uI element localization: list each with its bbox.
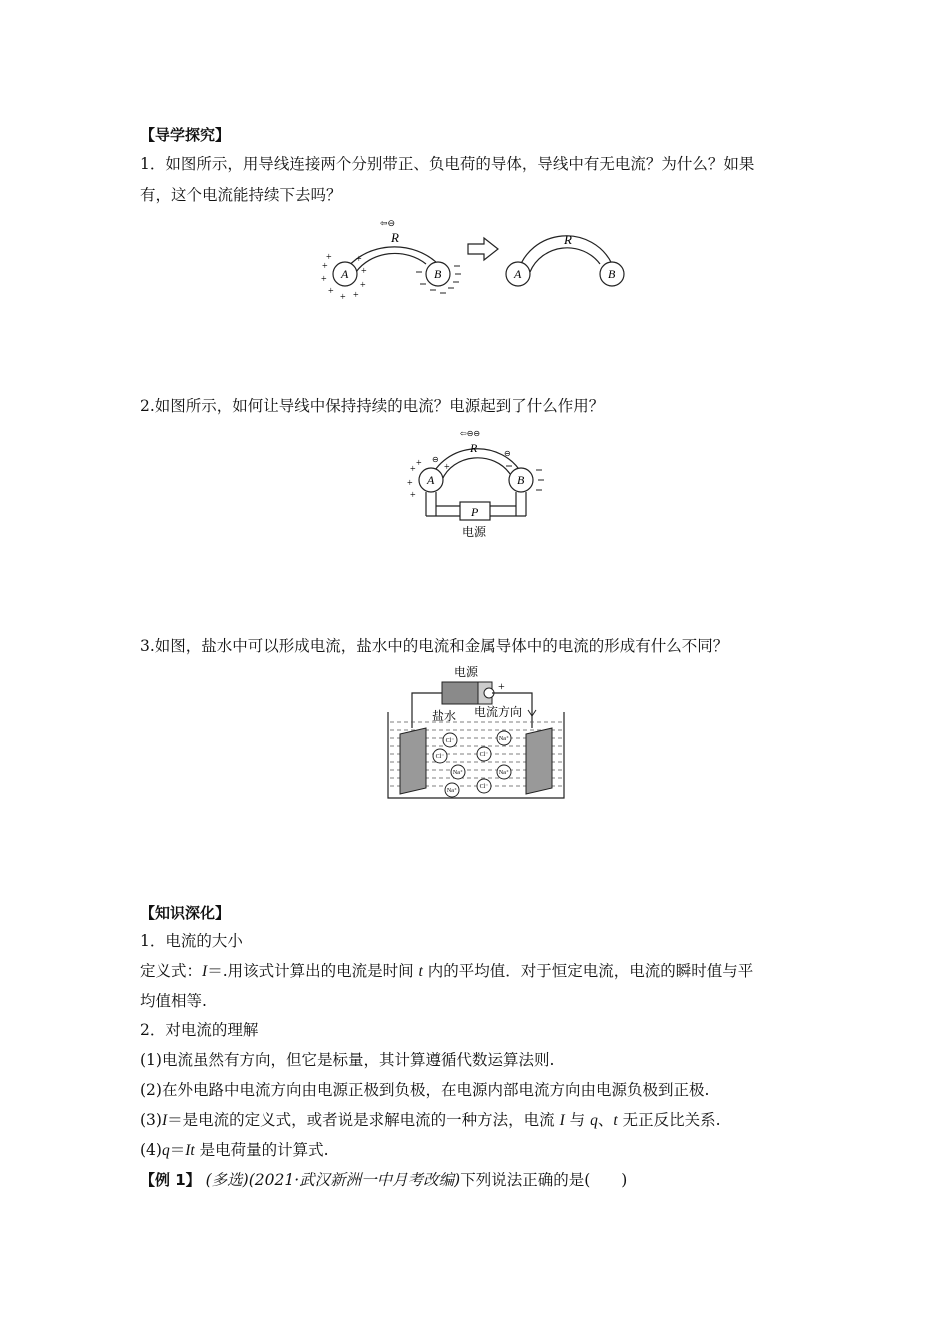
figure-1-left-R: R bbox=[391, 230, 399, 245]
figure-2-P: P bbox=[471, 505, 479, 519]
svg-text:+: + bbox=[340, 292, 346, 303]
svg-text:+: + bbox=[356, 254, 362, 265]
figure-1-right-B: B bbox=[608, 267, 616, 281]
figure-1-charged-conductors bbox=[318, 214, 638, 304]
ion-cl: Cl⁻ bbox=[445, 738, 455, 744]
svg-text:⊖: ⊖ bbox=[504, 449, 511, 458]
svg-text:+: + bbox=[322, 261, 328, 272]
question-2: 2.如图所示，如何让导线中保持持续的电流？电源起到了什么作用？ bbox=[140, 397, 605, 415]
svg-text:+: + bbox=[360, 280, 366, 291]
svg-text:+: + bbox=[326, 252, 332, 263]
item-3: (3)I＝是电流的定义式，或者说是求解电流的一种方法，电流 I 与 q、t 无正反比关系. bbox=[140, 1111, 721, 1129]
svg-text:+: + bbox=[407, 478, 413, 489]
example-1: 【例 1】 (多选)(2021·武汉新洲一中月考改编)下列说法正确的是( ) bbox=[140, 1171, 628, 1189]
ion-cl: Cl⁻ bbox=[435, 754, 445, 760]
figure-1-right-R: R bbox=[564, 232, 572, 247]
ion-na: Na⁺ bbox=[452, 770, 464, 776]
figure-3-salt-water bbox=[386, 662, 566, 802]
item-2: (2)在外电路中电流方向由电源正极到负极，在电源内部电流方向由电源负极到正极. bbox=[140, 1081, 710, 1099]
ion-na: Na⁺ bbox=[498, 770, 510, 776]
ion-cl: Cl⁻ bbox=[479, 752, 489, 758]
figure-1-right-A: A bbox=[514, 267, 522, 281]
figure-3-salt-water-label: 盐水 bbox=[432, 709, 457, 723]
figure-3-plus: + bbox=[498, 679, 505, 693]
definition-line-2: 均值相等. bbox=[140, 992, 207, 1010]
svg-text:⊖: ⊖ bbox=[432, 455, 439, 464]
figure-3-current-direction: 电流方向 bbox=[474, 705, 523, 719]
svg-text:⇦⊖⊖: ⇦⊖⊖ bbox=[460, 429, 481, 438]
question-1-line-1: 1．如图所示，用导线连接两个分别带正、负电荷的导体，导线中有无电流？为什么？如果 bbox=[140, 155, 755, 173]
ion-cl: Cl⁻ bbox=[479, 784, 489, 790]
svg-text:+: + bbox=[321, 274, 327, 285]
ion-na: Na⁺ bbox=[498, 736, 510, 742]
question-3: 3.如图，盐水中可以形成电流，盐水中的电流和金属导体中的电流的形成有什么不同？ bbox=[140, 637, 729, 655]
guide-heading: 【导学探究】 bbox=[140, 126, 231, 144]
svg-text:+: + bbox=[416, 458, 422, 469]
svg-text:+: + bbox=[410, 464, 416, 475]
figure-2-B: B bbox=[517, 473, 525, 487]
figure-2-R: R bbox=[470, 441, 478, 455]
figure-3-source-label: 电源 bbox=[454, 665, 479, 679]
figure-2-source-label: 电源 bbox=[462, 525, 487, 539]
svg-text:+: + bbox=[410, 490, 416, 501]
svg-text:+: + bbox=[328, 286, 334, 297]
point-2-title: 2．对电流的理解 bbox=[140, 1021, 259, 1039]
item-1: (1)电流虽然有方向，但它是标量，其计算遵循代数运算法则. bbox=[140, 1051, 555, 1069]
ion-na: Na⁺ bbox=[446, 788, 458, 794]
svg-text:+: + bbox=[444, 462, 450, 473]
figure-2-A: A bbox=[427, 473, 435, 487]
figure-1-left-A: A bbox=[341, 267, 349, 281]
definition-line-1: 定义式：I＝.用该式计算出的电流是时间 t 内的平均值．对于恒定电流，电流的瞬时值与平 bbox=[140, 962, 754, 980]
point-1-title: 1．电流的大小 bbox=[140, 932, 243, 950]
svg-text:+: + bbox=[361, 266, 367, 277]
svg-text:⇦⊖: ⇦⊖ bbox=[380, 218, 396, 228]
item-4: (4)q＝It 是电荷量的计算式. bbox=[140, 1141, 329, 1159]
question-1-line-2: 有，这个电流能持续下去吗？ bbox=[140, 186, 342, 204]
figure-2-circuit-with-source bbox=[404, 426, 554, 544]
svg-text:+: + bbox=[353, 290, 359, 301]
knowledge-heading: 【知识深化】 bbox=[140, 904, 231, 922]
figure-1-left-B: B bbox=[434, 267, 442, 281]
